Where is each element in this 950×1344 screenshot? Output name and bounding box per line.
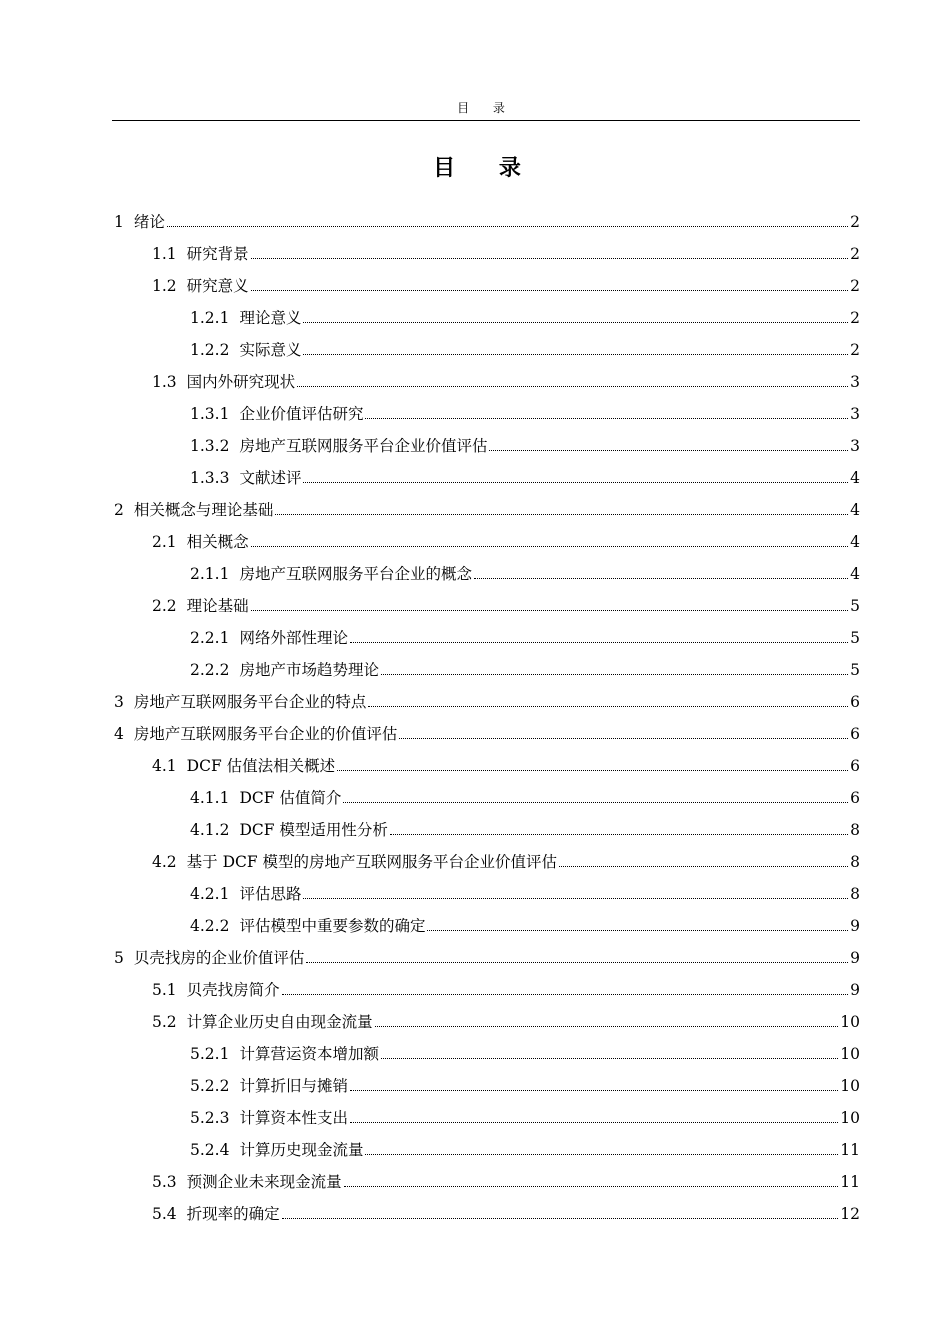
toc-entry[interactable]: [112, 647, 860, 679]
toc-entry-title: 评估思路: [239, 885, 302, 903]
toc-entry-number: 5.2.1: [190, 1045, 230, 1063]
toc-entry[interactable]: [112, 679, 860, 711]
toc-entry-number: 2.2.2: [190, 661, 230, 679]
toc-entry-page: 4: [850, 533, 860, 551]
toc-dot-leader: [350, 641, 848, 643]
toc-entry-page: 10: [840, 1077, 860, 1095]
toc-entry-title: 房地产互联网服务平台企业的特点: [133, 693, 367, 711]
toc-entry-title: 企业价值评估研究: [239, 405, 364, 423]
toc-entry-number: 1.2.1: [190, 309, 230, 327]
toc-entry[interactable]: [112, 519, 860, 551]
toc-entry-title: 计算企业历史自由现金流量: [186, 1013, 373, 1031]
toc-dot-leader: [381, 673, 848, 675]
toc-dot-leader: [251, 545, 848, 547]
toc-entry-title: 网络外部性理论: [239, 629, 348, 647]
toc-entry-page: 11: [840, 1141, 860, 1159]
toc-entry[interactable]: [112, 423, 860, 455]
page-title: 目 录: [433, 156, 539, 181]
toc-entry[interactable]: [112, 967, 860, 999]
toc-entry-number: 1.2.2: [190, 341, 230, 359]
table-of-contents: [112, 199, 860, 1223]
toc-dot-leader: [350, 1089, 838, 1091]
toc-entry[interactable]: [112, 295, 860, 327]
toc-entry[interactable]: [112, 839, 860, 871]
toc-entry[interactable]: [112, 583, 860, 615]
toc-entry[interactable]: [112, 871, 860, 903]
toc-entry-page: 10: [840, 1013, 860, 1031]
toc-entry-title: 计算历史现金流量: [239, 1141, 364, 1159]
toc-entry-page: 4: [850, 501, 860, 519]
toc-entry[interactable]: [112, 1127, 860, 1159]
toc-entry[interactable]: [112, 263, 860, 295]
running-header: 目 录: [457, 101, 515, 115]
toc-entry-page: 2: [850, 213, 860, 231]
toc-entry-page: 2: [850, 309, 860, 327]
toc-entry-title: 折现率的确定: [186, 1205, 280, 1223]
toc-entry-number: 5: [114, 949, 124, 967]
toc-entry-page: 11: [840, 1173, 860, 1191]
toc-entry-page: 6: [850, 789, 860, 807]
toc-entry-page: 5: [850, 597, 860, 615]
toc-entry-page: 6: [850, 693, 860, 711]
toc-entry-title: 房地产互联网服务平台企业的价值评估: [133, 725, 398, 743]
toc-entry-title: 国内外研究现状: [186, 373, 296, 391]
toc-dot-leader: [399, 737, 848, 739]
toc-dot-leader: [251, 289, 848, 291]
toc-entry-page: 5: [850, 661, 860, 679]
toc-entry-title: 相关概念: [186, 533, 249, 551]
toc-entry-page: 2: [850, 341, 860, 359]
toc-entry-number: 5.2.4: [190, 1141, 230, 1159]
toc-entry[interactable]: [112, 935, 860, 967]
toc-entry-page: 5: [850, 629, 860, 647]
toc-entry-title: 计算资本性支出: [239, 1109, 348, 1127]
toc-entry-title: 研究意义: [186, 277, 249, 295]
toc-dot-leader: [303, 481, 848, 483]
toc-entry[interactable]: [112, 199, 860, 231]
toc-entry-number: 4.1: [152, 757, 177, 775]
toc-entry-number: 5.2: [152, 1013, 177, 1031]
toc-dot-leader: [350, 1121, 838, 1123]
toc-dot-leader: [251, 257, 848, 259]
toc-entry-page: 8: [850, 885, 860, 903]
toc-entry[interactable]: [112, 1095, 860, 1127]
toc-entry[interactable]: [112, 455, 860, 487]
toc-entry-title: 房地产互联网服务平台企业的概念: [239, 565, 472, 583]
toc-entry-page: 6: [850, 757, 860, 775]
toc-dot-leader: [297, 385, 848, 387]
toc-entry-page: 3: [850, 437, 860, 455]
toc-entry-page: 4: [850, 565, 860, 583]
toc-entry[interactable]: [112, 1191, 860, 1223]
toc-dot-leader: [365, 417, 848, 419]
toc-entry-page: 9: [850, 981, 860, 999]
toc-entry-number: 1.3.1: [190, 405, 230, 423]
toc-entry-page: 4: [850, 469, 860, 487]
toc-entry-title: 基于 DCF 模型的房地产互联网服务平台企业价值评估: [186, 853, 558, 871]
toc-dot-leader: [303, 321, 848, 323]
toc-entry[interactable]: [112, 359, 860, 391]
toc-entry-title: 房地产互联网服务平台企业价值评估: [239, 437, 488, 455]
toc-entry-number: 4.1.2: [190, 821, 230, 839]
toc-dot-leader: [275, 513, 848, 515]
toc-dot-leader: [390, 833, 848, 835]
toc-dot-leader: [344, 1185, 839, 1187]
toc-entry[interactable]: [112, 903, 860, 935]
toc-entry-page: 8: [850, 853, 860, 871]
toc-entry-number: 1.1: [152, 245, 177, 263]
toc-entry-title: 绪论: [133, 213, 165, 231]
toc-entry-page: 3: [850, 405, 860, 423]
toc-entry[interactable]: [112, 743, 860, 775]
toc-entry-number: 5.3: [152, 1173, 177, 1191]
toc-entry[interactable]: [112, 775, 860, 807]
toc-entry-title: 计算营运资本增加额: [239, 1045, 379, 1063]
toc-entry-number: 1.2: [152, 277, 177, 295]
toc-entry[interactable]: [112, 807, 860, 839]
toc-dot-leader: [343, 801, 848, 803]
toc-entry-title: 相关概念与理论基础: [133, 501, 274, 519]
toc-entry-page: 2: [850, 277, 860, 295]
toc-entry-number: 2.1.1: [190, 565, 230, 583]
toc-entry-number: 5.1: [152, 981, 177, 999]
toc-entry[interactable]: [112, 1031, 860, 1063]
toc-entry[interactable]: [112, 327, 860, 359]
header-rule: [112, 120, 860, 121]
toc-dot-leader: [381, 1057, 838, 1059]
toc-entry-number: 1.3.3: [190, 469, 230, 487]
toc-entry-page: 6: [850, 725, 860, 743]
toc-entry-number: 2.2: [152, 597, 177, 615]
toc-entry[interactable]: [112, 391, 860, 423]
toc-dot-leader: [368, 705, 848, 707]
toc-dot-leader: [306, 961, 848, 963]
toc-dot-leader: [375, 1025, 839, 1027]
toc-entry-title: 理论基础: [186, 597, 249, 615]
toc-entry-title: 文献述评: [239, 469, 302, 487]
toc-dot-leader: [303, 897, 848, 899]
toc-entry-number: 2.2.1: [190, 629, 230, 647]
toc-entry-title: 房地产市场趋势理论: [239, 661, 379, 679]
toc-dot-leader: [337, 769, 848, 771]
toc-dot-leader: [303, 353, 848, 355]
toc-entry-number: 2: [114, 501, 124, 519]
toc-entry-number: 4.2: [152, 853, 177, 871]
toc-entry-title: DCF 模型适用性分析: [239, 821, 388, 839]
toc-entry[interactable]: [112, 487, 860, 519]
toc-dot-leader: [282, 993, 848, 995]
toc-entry-number: 5.4: [152, 1205, 177, 1223]
toc-entry[interactable]: [112, 615, 860, 647]
toc-entry-page: 12: [840, 1205, 860, 1223]
toc-entry[interactable]: [112, 711, 860, 743]
toc-entry-page: 8: [850, 821, 860, 839]
toc-entry[interactable]: [112, 551, 860, 583]
toc-entry-number: 4.1.1: [190, 789, 230, 807]
toc-entry-number: 2.1: [152, 533, 177, 551]
toc-dot-leader: [251, 609, 848, 611]
toc-dot-leader: [427, 929, 848, 931]
toc-entry-title: 理论意义: [239, 309, 302, 327]
toc-dot-leader: [474, 577, 848, 579]
toc-dot-leader: [282, 1217, 839, 1219]
toc-entry-number: 4.2.1: [190, 885, 230, 903]
toc-entry-title: DCF 估值简介: [239, 789, 342, 807]
toc-entry-title: 计算折旧与摊销: [239, 1077, 348, 1095]
toc-entry-number: 1.3: [152, 373, 177, 391]
toc-entry[interactable]: [112, 1063, 860, 1095]
toc-entry-title: 评估模型中重要参数的确定: [239, 917, 426, 935]
toc-entry-number: 1.3.2: [190, 437, 230, 455]
toc-entry-page: 10: [840, 1045, 860, 1063]
toc-entry-page: 2: [850, 245, 860, 263]
toc-entry-title: 预测企业未来现金流量: [186, 1173, 342, 1191]
toc-entry-page: 9: [850, 949, 860, 967]
toc-entry-number: 4: [114, 725, 124, 743]
toc-dot-leader: [489, 449, 848, 451]
toc-dot-leader: [167, 225, 848, 227]
toc-entry-number: 3: [114, 693, 124, 711]
toc-entry-title: DCF 估值法相关概述: [186, 757, 336, 775]
toc-dot-leader: [365, 1153, 838, 1155]
toc-entry-number: 1: [114, 213, 124, 231]
toc-entry-number: 4.2.2: [190, 917, 230, 935]
toc-entry[interactable]: [112, 1159, 860, 1191]
toc-entry-title: 贝壳找房的企业价值评估: [133, 949, 305, 967]
toc-entry-title: 贝壳找房简介: [186, 981, 280, 999]
toc-entry-title: 研究背景: [186, 245, 249, 263]
toc-entry-page: 3: [850, 373, 860, 391]
toc-entry-page: 9: [850, 917, 860, 935]
toc-entry-number: 5.2.2: [190, 1077, 230, 1095]
toc-entry[interactable]: [112, 231, 860, 263]
toc-entry-page: 10: [840, 1109, 860, 1127]
toc-entry-title: 实际意义: [239, 341, 302, 359]
toc-entry[interactable]: [112, 999, 860, 1031]
toc-dot-leader: [559, 865, 848, 867]
toc-entry-number: 5.2.3: [190, 1109, 230, 1127]
